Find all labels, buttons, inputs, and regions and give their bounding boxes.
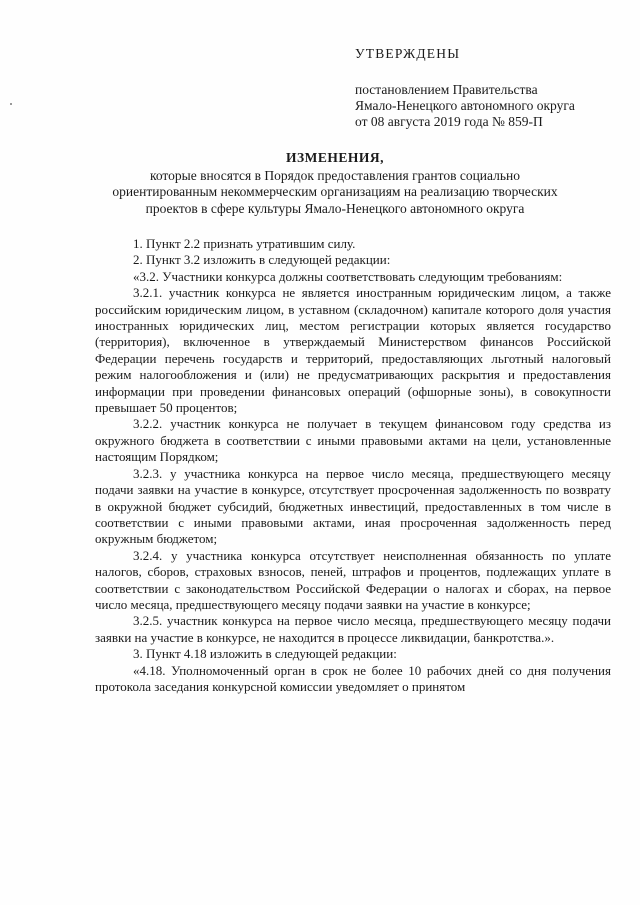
document-title-block <box>100 150 570 217</box>
scan-artifact <box>10 103 12 105</box>
approval-line: Ямало-Ненецкого автономного округа <box>355 98 575 113</box>
paragraph: 3.2.1. участник конкурса не является иностранным юридическим лицом, а также российским юридическим лицом, в уставном (складочном) капитале которого доля участия иностранных юридических лиц, местом регистрации которых является государство (территория), включенное в утверждаемый Министерством финансов Российской Федерации перечень государств и территорий, предоставляющих льготный налоговый режим налогообложения и (или) не предусматривающих раскрытия и предоставления информации при проведении финансовых операций (офшорные зоны), в совокупности превышает 50 процентов; <box>95 285 611 416</box>
approval-line: постановлением Правительства <box>355 82 538 97</box>
approval-line: от 08 августа 2019 года № 859-П <box>355 114 543 129</box>
paragraph: 1. Пункт 2.2 признать утратившим силу. <box>133 236 356 251</box>
paragraph: 3.2.2. участник конкурса не получает в текущем финансовом году средства из окружного бюджета в соответствии с иными правовыми актами на цели, установленные настоящим Порядком; <box>95 416 611 465</box>
paragraph: 3.2.5. участник конкурса на первое число месяца, предшествующего месяцу подачи заявки на участие в конкурсе, не находится в процессе ликвидации, банкротства.». <box>95 613 611 645</box>
paragraph: 3.2.3. у участника конкурса на первое число месяца, предшествующего месяцу подачи заявки на участие в конкурсе, отсутствует просроченная задолженность по возврату в окружной бюджет субсидий, бюджетных инвестиций, предоставленных в том числе в соответствии с иными правовыми актами, иная просроченная задолженность перед окружным бюджетом; <box>95 465 611 547</box>
paragraph: 2. Пункт 3.2 изложить в следующей редакции: <box>133 252 391 268</box>
paragraph: «4.18. Уполномоченный орган в срок не более 10 рабочих дней со дня получения протокола заседания конкурсной комиссии уведомляет о принятом <box>95 662 611 694</box>
document-subtitle: которые вносятся в Порядок предоставления грантов социально ориентированным некоммерческим организациям на реализацию творческих проектов в сфере культуры Ямало-Ненецкого автономного округа <box>112 167 558 216</box>
paragraph: «3.2. Участники конкурса должны соответствовать следующим требованиям: <box>133 268 563 284</box>
approval-stamp <box>355 46 625 130</box>
document-heading: ИЗМЕНЕНИЯ, <box>285 150 384 165</box>
approval-title: УТВЕРЖДЕНЫ <box>355 46 461 61</box>
paragraph: 3.2.4. у участника конкурса отсутствует неисполненная обязанность по уплате налогов, сборов, страховых взносов, пеней, штрафов и процентов, подлежащих уплате в соответствии с законодательством Российской Федерации о налогах и сборах, на первое число месяца, предшествующего месяцу подачи заявки на участие в конкурсе; <box>95 547 611 612</box>
paragraph: 3. Пункт 4.18 изложить в следующей редакции: <box>133 646 397 662</box>
document-body <box>95 236 611 695</box>
